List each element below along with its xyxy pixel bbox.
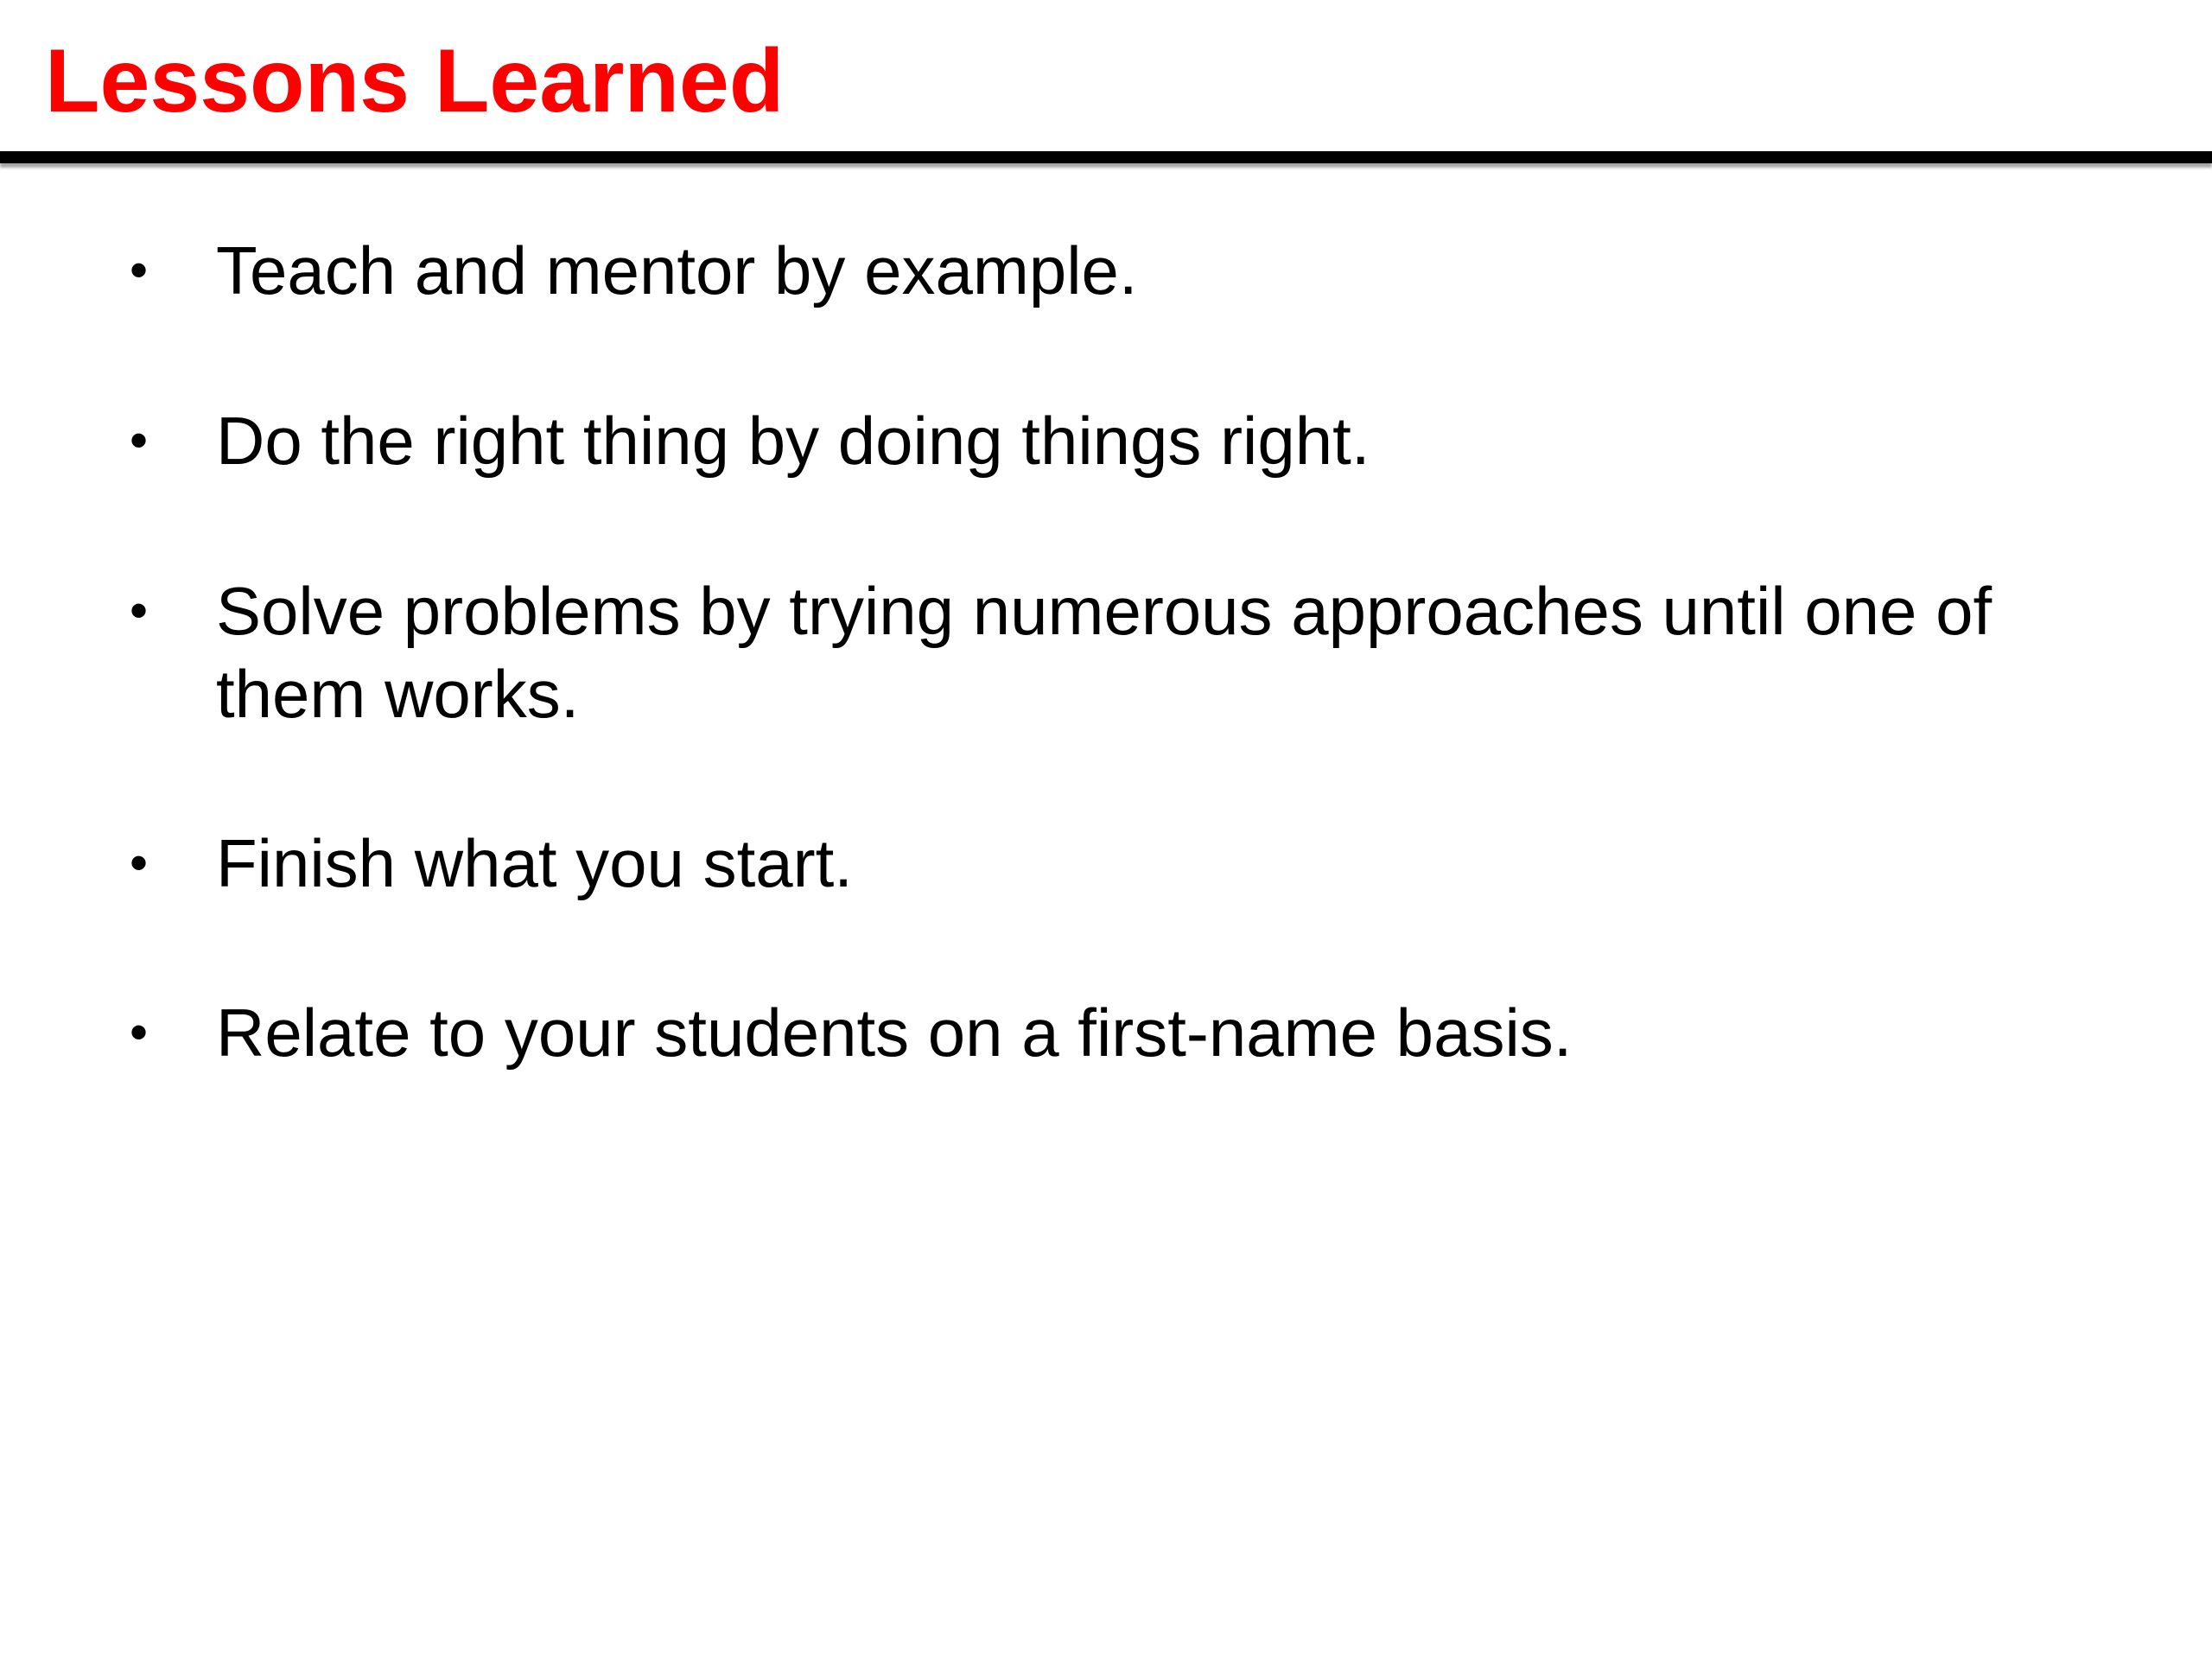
bullet-text: Relate to your students on a first-name basis. — [216, 995, 1573, 1071]
bullet-text: Finish what you start. — [216, 825, 853, 901]
bullet-icon: • — [130, 241, 149, 299]
bullet-icon: • — [130, 834, 149, 892]
bullet-text: Solve problems by trying numerous approaches until one of them works. — [216, 573, 1993, 732]
title-divider — [0, 151, 2212, 163]
bullet-icon: • — [130, 582, 149, 639]
bullet-text: Do the right thing by doing things right. — [216, 403, 1370, 479]
bullet-icon: • — [130, 411, 149, 469]
bullet-icon: • — [130, 1003, 149, 1061]
slide-title: Lessons Learned — [45, 31, 785, 131]
bullet-text: Teach and mentor by example. — [216, 232, 1138, 308]
